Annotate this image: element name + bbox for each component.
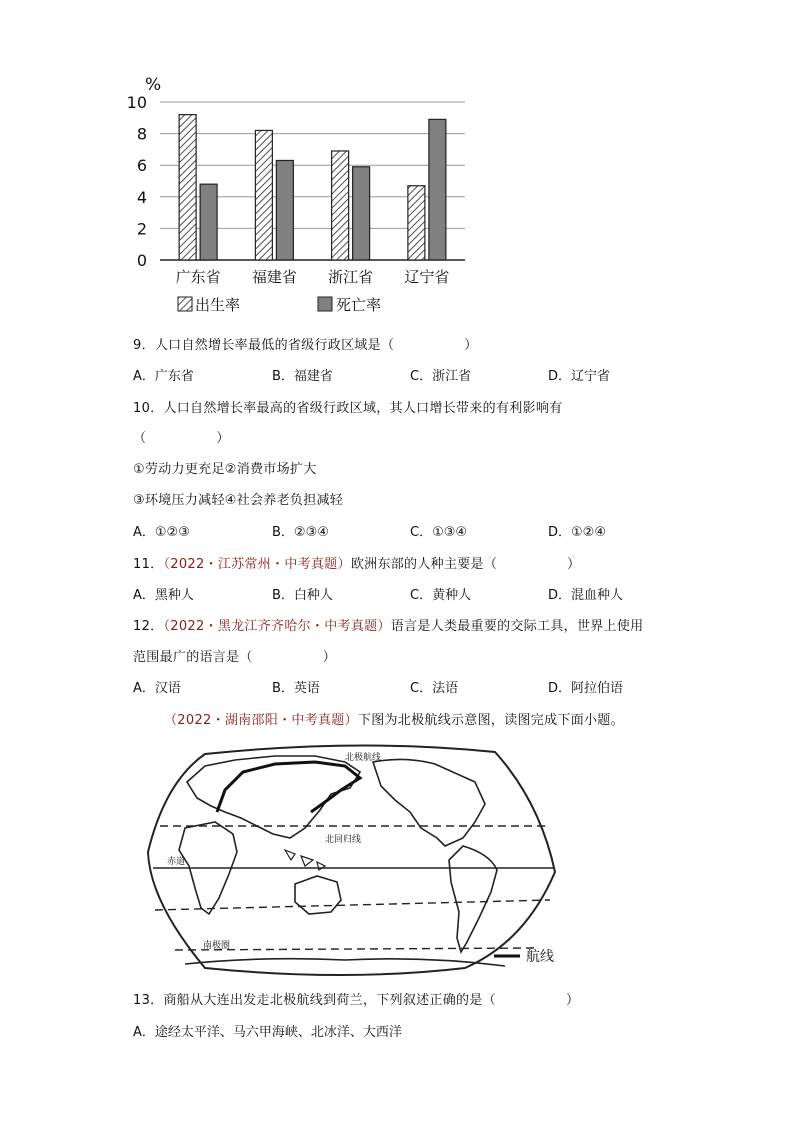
q9-option-a[interactable]: A．广东省 bbox=[133, 369, 194, 384]
q10-option-b[interactable]: B．②③④ bbox=[272, 525, 329, 540]
legend-death-swatch bbox=[318, 297, 332, 311]
q12-number: 12． bbox=[133, 619, 164, 634]
bars bbox=[179, 115, 446, 260]
q9-stem bbox=[133, 337, 478, 355]
y-tick-label: 8 bbox=[136, 124, 147, 144]
death-rate-bar-4 bbox=[429, 119, 446, 260]
q11-stem-text: 欧洲东部的人种主要是（ bbox=[350, 557, 498, 572]
legend-route-label: 航线 bbox=[526, 949, 554, 965]
q10-option-a[interactable]: A．①②③ bbox=[133, 525, 190, 540]
q10-option-d[interactable]: D．①②④ bbox=[548, 525, 606, 540]
q12-option-b[interactable]: B．英语 bbox=[272, 681, 320, 696]
q13-stem bbox=[133, 992, 579, 1010]
q11-option-d[interactable]: D．混血种人 bbox=[548, 588, 624, 603]
q11-option-c[interactable]: C．黄种人 bbox=[410, 588, 472, 603]
q11-close: ） bbox=[567, 557, 581, 572]
birth-rate-bar-3 bbox=[332, 151, 349, 260]
map-legend bbox=[492, 944, 572, 968]
map-intro bbox=[164, 712, 624, 730]
legend bbox=[178, 296, 381, 314]
birth-rate-bar-2 bbox=[255, 130, 272, 260]
q12-stem bbox=[133, 618, 643, 636]
q12-stem-text-2: 范围最广的语言是（ bbox=[133, 650, 253, 665]
q12-source: （2022・黑龙江齐齐哈尔・中考真题） bbox=[163, 619, 391, 634]
q12-stem-text: 语言是人类最重要的交际工具，世界上使用 bbox=[390, 619, 644, 634]
q13-option-a[interactable]: A．途经太平洋、马六甲海峡、北冰洋、大西洋 bbox=[133, 1025, 402, 1040]
legend-birth-swatch bbox=[178, 297, 192, 311]
x-tick-label: 福建省 bbox=[251, 268, 297, 286]
q9-option-d[interactable]: D．辽宁省 bbox=[548, 369, 611, 384]
q13-close: ） bbox=[565, 993, 580, 1008]
q11-number: 11． bbox=[133, 557, 164, 572]
death-rate-bar-3 bbox=[353, 167, 370, 260]
q10-option-c[interactable]: C．①③④ bbox=[410, 525, 468, 540]
x-tick-label: 辽宁省 bbox=[404, 268, 450, 286]
y-tick-label: 10 bbox=[126, 93, 147, 112]
y-tick-label: 0 bbox=[136, 251, 147, 270]
bar-chart bbox=[126, 70, 480, 320]
y-tick-label: 4 bbox=[136, 187, 147, 207]
y-tick-labels bbox=[127, 93, 147, 270]
q12-option-c[interactable]: C．法语 bbox=[410, 681, 459, 696]
q9-stem-text: 9．人口自然增长率最低的省级行政区域是（ bbox=[133, 338, 395, 353]
q12-stem-line-2 bbox=[133, 649, 336, 667]
q10-paren-open: （ bbox=[133, 431, 147, 446]
q13-stem-text: 13．商船从大连出发走北极航线到荷兰，下列叙述正确的是（ bbox=[133, 993, 496, 1008]
q10-item-line-2: ③环境压力减轻④社会养老负担减轻 bbox=[133, 493, 344, 508]
q10-stem: 10．人口自然增长率最高的省级行政区域，其人口增长带来的有利影响有 bbox=[133, 401, 563, 416]
q9-option-c[interactable]: C．浙江省 bbox=[410, 369, 472, 384]
q9-close: ） bbox=[464, 338, 478, 353]
map-intro-text: 下图为北极航线示意图，读图完成下面小题。 bbox=[357, 713, 624, 728]
q11-stem bbox=[133, 556, 580, 574]
y-tick-label: 6 bbox=[136, 156, 147, 176]
q11-source: （2022・江苏常州・中考真题） bbox=[163, 557, 351, 572]
arctic-route-label: 北极航线 bbox=[345, 753, 382, 763]
legend-birth-label: 出生率 bbox=[195, 296, 241, 314]
birth-rate-bar-4 bbox=[408, 186, 425, 260]
x-tick-label: 浙江省 bbox=[328, 268, 374, 286]
q12-close: ） bbox=[322, 650, 337, 665]
q12-option-a[interactable]: A．汉语 bbox=[133, 681, 181, 696]
legend-death-label: 死亡率 bbox=[336, 296, 382, 314]
x-tick-label: 广东省 bbox=[175, 268, 221, 286]
y-unit-label: % bbox=[145, 75, 162, 95]
q11-option-a[interactable]: A．黑种人 bbox=[133, 588, 194, 603]
tropic-cancer-label: 北回归线 bbox=[325, 835, 362, 845]
q9-option-b[interactable]: B．福建省 bbox=[272, 369, 333, 384]
birth-rate-bar-1 bbox=[179, 115, 196, 260]
x-tick-labels bbox=[176, 268, 450, 286]
antarctic-circle-label: 南极圈 bbox=[203, 941, 231, 951]
q12-option-d[interactable]: D．阿拉伯语 bbox=[548, 681, 624, 696]
q10-paren-close: ） bbox=[216, 431, 230, 446]
q10-item-line-1: ①劳动力更充足②消费市场扩大 bbox=[133, 462, 317, 477]
q11-option-b[interactable]: B．白种人 bbox=[272, 588, 333, 603]
equator-label: 赤道 bbox=[167, 857, 186, 867]
death-rate-bar-1 bbox=[200, 184, 217, 260]
y-tick-label: 2 bbox=[136, 219, 147, 239]
q10-answer-paren bbox=[133, 430, 230, 448]
map-intro-source: （2022・湖南邵阳・中考真题） bbox=[164, 713, 358, 728]
death-rate-bar-2 bbox=[276, 160, 293, 260]
australia-land bbox=[295, 876, 341, 914]
